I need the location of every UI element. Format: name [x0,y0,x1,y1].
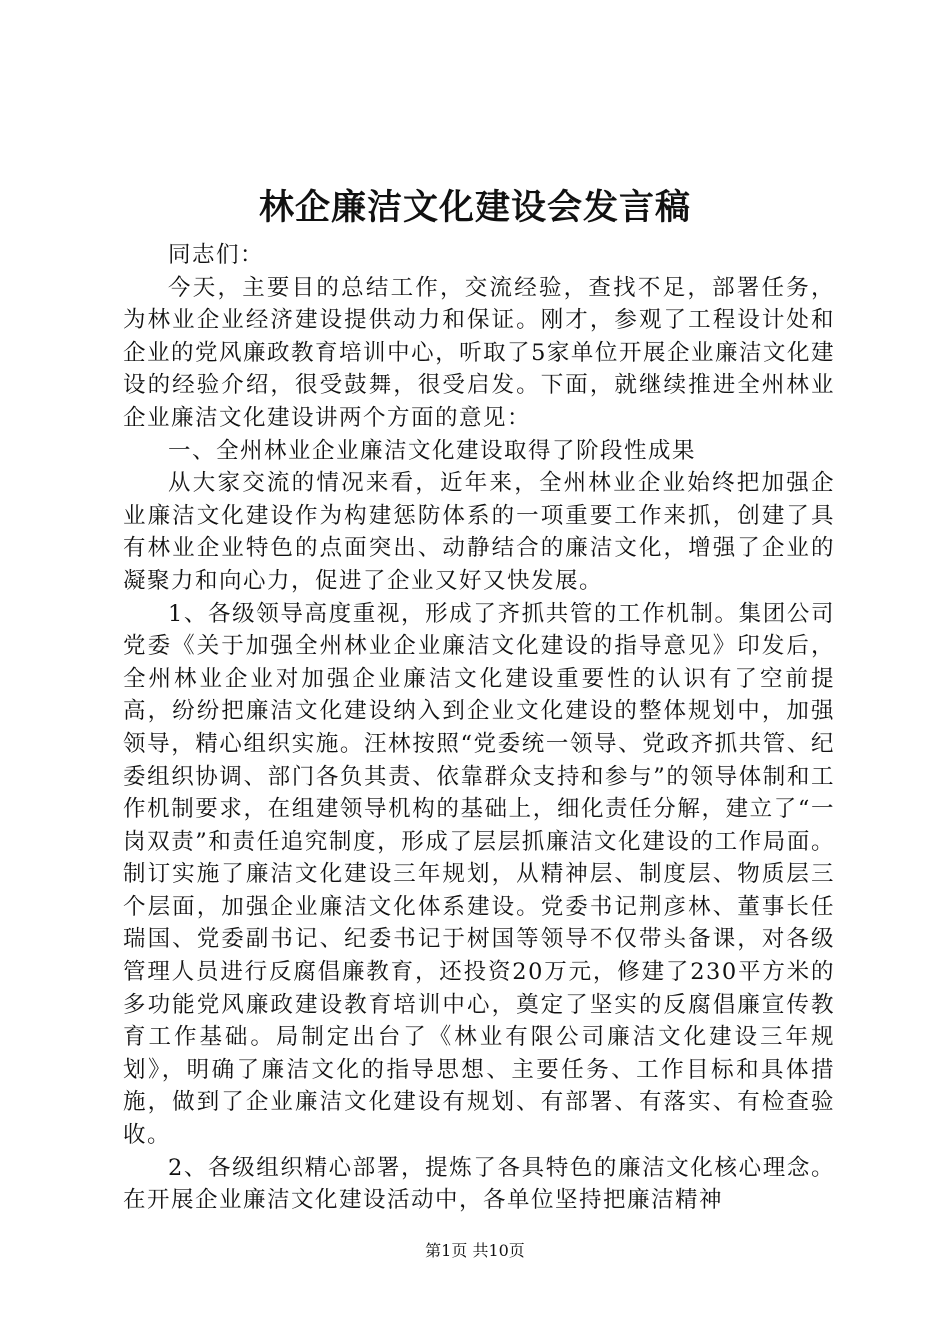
paragraph-salutation: 同志们： [168,242,265,268]
paragraph-point-2: 2、各级组织精心部署，提炼了各具特色的廉洁文化核心理念。在开展企业廉洁文化建设活动中，各单位坚持把廉洁精神 [123,1154,835,1214]
document-title: 林企廉洁文化建设会发言稿 [258,188,691,228]
section-heading-1: 一、全州林业企业廉洁文化建设取得了阶段性成果 [168,437,697,464]
paragraph-overview: 从大家交流的情况来看，近年来，全州林业企业始终把加强企业廉洁文化建设作为构建惩防体系的一项重要工作来抓，创建了具有林业企业特色的点面突出、动静结合的廉洁文化，增强了企业的凝聚力和向心力，促进了企业又好又快发展。 [123,470,835,594]
document-body [123,239,835,1217]
paragraph-point-1: 1、各级领导高度重视，形成了齐抓共管的工作机制。集团公司党委《关于加强全州林业企业廉洁文化建设的指导意见》印发后，全州林业企业对加强企业廉洁文化建设重要性的认识有了空前提高，纷纷把廉洁文化建设纳入到企业文化建设的整体规划中，加强领导，精心组织实施。汪林按照“党委统一领导、党政齐抓共管、纪委组织协调、部门各负其责、依靠群众支持和参与”的领导体制和工作机制要求，在组建领导机构的基础上，细化责任分解，建立了“一岗双责”和责任追究制度，形成了层层抓廉洁文化建设的工作局面。制订实施了廉洁文化建设三年规划，从精神层、制度层、物质层三个层面，加强企业廉洁文化体系建设。党委书记荆彦林、董事长任瑞国、党委副书记、纪委书记于树国等领导不仅带头备课，对各级管理人员进行反腐倡廉教育，还投资20万元，修建了230平方米的多功能党风廉政建设教育培训中心，奠定了坚实的反腐倡廉宣传教育工作基础。局制定出台了《林业有限公司廉洁文化建设三年规划》，明确了廉洁文化的指导思想、主要任务、工作目标和具体措施，做到了企业廉洁文化建设有规划、有部署、有落实、有检查验收。 [123,600,835,1149]
paragraph-intro: 今天，主要目的总结工作，交流经验，查找不足，部署任务，为林业企业经济建设提供动力和保证。刚才，参观了工程设计处和企业的党风廉政教育培训中心，听取了5家单位开展企业廉洁文化建设的经验介绍，很受鼓舞，很受启发。下面，就继续推进全州林业企业廉洁文化建设讲两个方面的意见： [123,274,835,431]
page-indicator: 第1页 共10页 [425,1241,525,1260]
